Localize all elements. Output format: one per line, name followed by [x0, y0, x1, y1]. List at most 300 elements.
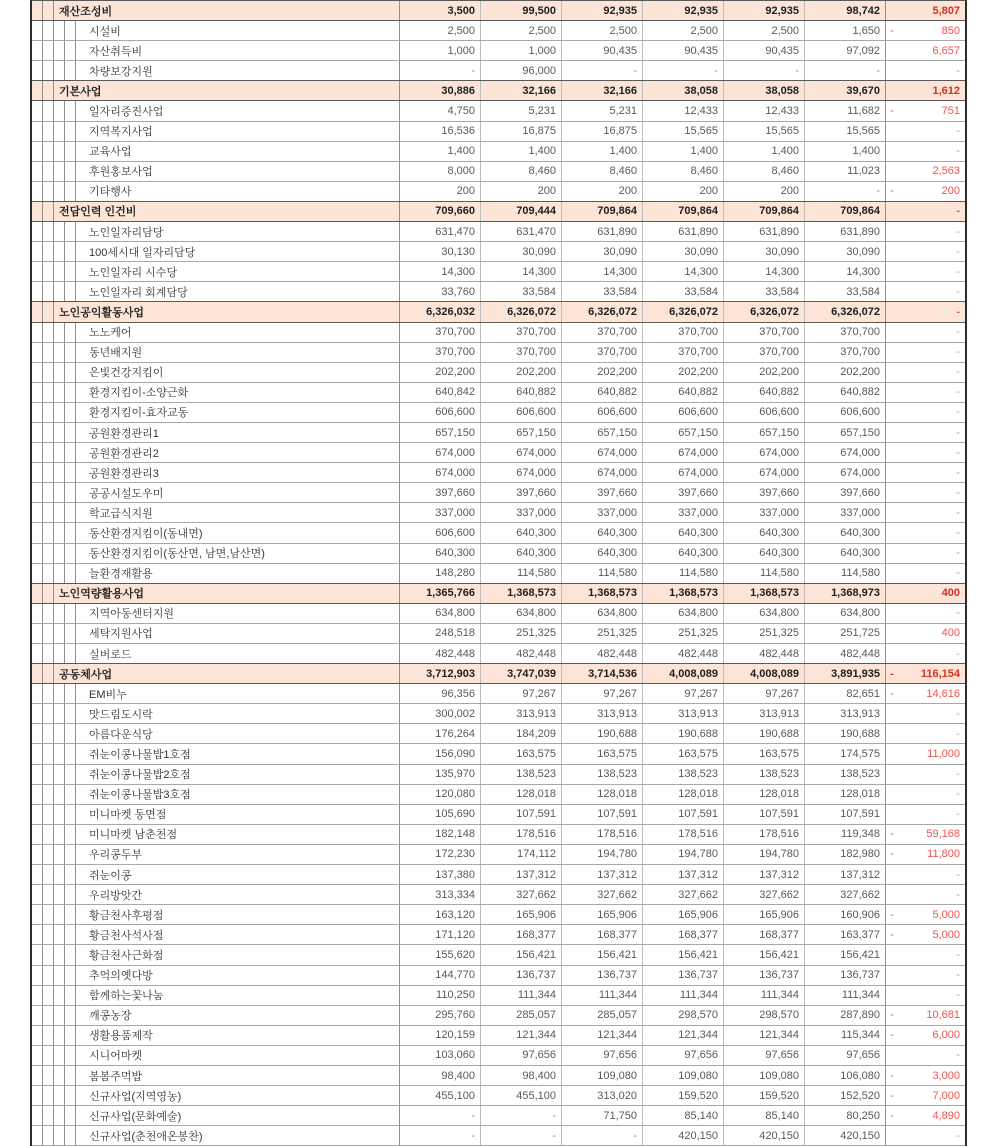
- hierarchy-cell: [54, 323, 65, 342]
- value-cell: 32,166: [562, 81, 643, 100]
- hierarchy-cell: [43, 222, 54, 241]
- value-cell: 11,023: [805, 162, 886, 181]
- hierarchy-cell: [65, 986, 76, 1005]
- value-cell: 251,325: [724, 624, 805, 643]
- hierarchy-cell: [54, 182, 65, 201]
- diff-value: -: [956, 526, 960, 539]
- hierarchy-cell: [54, 101, 65, 120]
- row-label: 동산환경지킴이(동산면, 남면,남산면): [76, 544, 400, 563]
- hierarchy-cell: [65, 724, 76, 743]
- hierarchy-cell: [54, 604, 65, 623]
- diff-value: -: [956, 64, 960, 77]
- hierarchy-cell: [65, 744, 76, 763]
- hierarchy-cell: [32, 825, 43, 844]
- row-label: 기본사업: [54, 81, 400, 100]
- diff-value: -: [956, 285, 960, 298]
- hierarchy-cell: [43, 463, 54, 482]
- value-cell: 420,150: [805, 1126, 886, 1145]
- row-label: EM비누: [76, 684, 400, 703]
- value-cell: 634,800: [400, 604, 481, 623]
- minus-sign: -: [890, 24, 894, 37]
- value-cell: 163,575: [643, 744, 724, 763]
- value-cell: 397,660: [400, 483, 481, 502]
- hierarchy-cell: [32, 644, 43, 663]
- value-cell: 97,267: [643, 684, 724, 703]
- value-cell: 178,516: [724, 825, 805, 844]
- value-cell: 631,890: [724, 222, 805, 241]
- value-cell: 163,575: [481, 744, 562, 763]
- diff-value: 6,657: [932, 44, 960, 57]
- diff-value: -: [956, 486, 960, 499]
- hierarchy-cell: [43, 845, 54, 864]
- hierarchy-cell: [54, 544, 65, 563]
- hierarchy-cell: [54, 523, 65, 542]
- value-cell: 163,377: [805, 925, 886, 944]
- hierarchy-cell: [43, 584, 54, 603]
- diff-value: 5,000: [932, 928, 960, 941]
- hierarchy-cell: [65, 222, 76, 241]
- value-cell: 202,200: [481, 363, 562, 382]
- value-cell: 163,575: [724, 744, 805, 763]
- table-row: [32, 242, 965, 262]
- value-cell: 138,523: [805, 765, 886, 784]
- diff-value: -: [956, 125, 960, 138]
- table-row: [32, 323, 965, 343]
- hierarchy-cell: [54, 684, 65, 703]
- table-row: [32, 122, 965, 142]
- diff-value: 3,000: [932, 1069, 960, 1082]
- value-cell: 190,688: [724, 724, 805, 743]
- value-cell: 1,368,573: [724, 584, 805, 603]
- value-cell: 640,300: [562, 544, 643, 563]
- value-cell: 200: [724, 182, 805, 201]
- value-cell: 370,700: [724, 323, 805, 342]
- value-cell: -: [400, 1126, 481, 1145]
- hierarchy-cell: [65, 966, 76, 985]
- diff-value: -: [956, 1049, 960, 1062]
- diff-cell: [886, 925, 965, 944]
- hierarchy-cell: [43, 624, 54, 643]
- hierarchy-cell: [32, 1026, 43, 1045]
- hierarchy-cell: [32, 664, 43, 683]
- value-cell: 4,750: [400, 101, 481, 120]
- value-cell: 420,150: [643, 1126, 724, 1145]
- value-cell: 128,018: [562, 785, 643, 804]
- value-cell: 168,377: [481, 925, 562, 944]
- value-cell: 709,864: [724, 202, 805, 221]
- hierarchy-cell: [32, 81, 43, 100]
- value-cell: 82,651: [805, 684, 886, 703]
- value-cell: 136,737: [724, 966, 805, 985]
- value-cell: 178,516: [481, 825, 562, 844]
- value-cell: 313,913: [724, 704, 805, 723]
- value-cell: 128,018: [724, 785, 805, 804]
- table-row: [32, 825, 965, 845]
- diff-cell: [886, 945, 965, 964]
- hierarchy-cell: [43, 544, 54, 563]
- row-label: 재산조성비: [54, 1, 400, 20]
- value-cell: 370,700: [805, 343, 886, 362]
- value-cell: 109,080: [562, 1066, 643, 1085]
- value-cell: 138,523: [724, 765, 805, 784]
- diff-value: -: [956, 989, 960, 1002]
- value-cell: 640,300: [562, 523, 643, 542]
- table-row: [32, 262, 965, 282]
- hierarchy-cell: [65, 1066, 76, 1085]
- value-cell: 33,584: [562, 282, 643, 301]
- value-cell: 337,000: [724, 503, 805, 522]
- hierarchy-cell: [43, 122, 54, 141]
- hierarchy-cell: [54, 905, 65, 924]
- diff-cell: [886, 765, 965, 784]
- diff-value: -: [956, 205, 960, 218]
- hierarchy-cell: [43, 503, 54, 522]
- value-cell: 674,000: [805, 463, 886, 482]
- value-cell: 156,090: [400, 744, 481, 763]
- table-row: [32, 624, 965, 644]
- diff-cell: [886, 202, 965, 221]
- minus-sign: -: [890, 1069, 894, 1082]
- row-label: 노인일자리 시수당: [76, 262, 400, 281]
- value-cell: 327,662: [481, 885, 562, 904]
- diff-value: -: [956, 366, 960, 379]
- value-cell: 33,584: [481, 282, 562, 301]
- row-label: 황금천사근화점: [76, 945, 400, 964]
- value-cell: 634,800: [724, 604, 805, 623]
- diff-cell: [886, 1126, 965, 1145]
- diff-cell: [886, 1006, 965, 1025]
- value-cell: 1,000: [400, 41, 481, 60]
- value-cell: 674,000: [643, 443, 724, 462]
- hierarchy-cell: [43, 604, 54, 623]
- value-cell: 15,565: [643, 122, 724, 141]
- hierarchy-cell: [54, 262, 65, 281]
- diff-cell: [886, 544, 965, 563]
- diff-value: -: [956, 506, 960, 519]
- diff-value: 11,000: [927, 748, 960, 761]
- diff-cell: [886, 845, 965, 864]
- value-cell: 657,150: [562, 423, 643, 442]
- hierarchy-cell: [43, 202, 54, 221]
- value-cell: 33,584: [724, 282, 805, 301]
- diff-cell: [886, 1106, 965, 1125]
- table-row: [32, 724, 965, 744]
- value-cell: 313,020: [562, 1086, 643, 1105]
- hierarchy-cell: [54, 945, 65, 964]
- value-cell: -: [643, 61, 724, 80]
- table-row: [32, 1, 965, 21]
- row-label: 지역복지사업: [76, 122, 400, 141]
- value-cell: 200: [643, 182, 724, 201]
- hierarchy-cell: [54, 343, 65, 362]
- value-cell: 337,000: [643, 503, 724, 522]
- diff-cell: [886, 564, 965, 583]
- hierarchy-cell: [43, 664, 54, 683]
- value-cell: 640,300: [643, 523, 724, 542]
- value-cell: 337,000: [481, 503, 562, 522]
- value-cell: 640,882: [724, 383, 805, 402]
- table-row: [32, 483, 965, 503]
- value-cell: 248,518: [400, 624, 481, 643]
- hierarchy-cell: [43, 483, 54, 502]
- row-label: 쥐눈이콩나물밥1호점: [76, 744, 400, 763]
- value-cell: 178,516: [562, 825, 643, 844]
- value-cell: 105,690: [400, 805, 481, 824]
- diff-value: -: [956, 707, 960, 720]
- diff-cell: [886, 182, 965, 201]
- hierarchy-cell: [32, 945, 43, 964]
- hierarchy-cell: [43, 81, 54, 100]
- hierarchy-cell: [65, 182, 76, 201]
- hierarchy-cell: [54, 383, 65, 402]
- table-row: [32, 302, 965, 322]
- value-cell: 85,140: [724, 1106, 805, 1125]
- diff-value: 11,800: [927, 848, 960, 861]
- value-cell: 455,100: [400, 1086, 481, 1105]
- diff-value: 400: [941, 627, 960, 640]
- value-cell: 3,714,536: [562, 664, 643, 683]
- hierarchy-cell: [32, 383, 43, 402]
- row-label: 자산취득비: [76, 41, 400, 60]
- hierarchy-cell: [32, 624, 43, 643]
- value-cell: 482,448: [400, 644, 481, 663]
- row-label: 깨콩농장: [76, 1006, 400, 1025]
- value-cell: 640,882: [643, 383, 724, 402]
- value-cell: 313,913: [481, 704, 562, 723]
- hierarchy-cell: [43, 302, 54, 321]
- value-cell: 482,448: [643, 644, 724, 663]
- diff-cell: [886, 343, 965, 362]
- table-row: [32, 343, 965, 363]
- diff-cell: [886, 724, 965, 743]
- hierarchy-cell: [54, 1106, 65, 1125]
- value-cell: 107,591: [643, 805, 724, 824]
- value-cell: 337,000: [805, 503, 886, 522]
- value-cell: 14,300: [562, 262, 643, 281]
- value-cell: 111,344: [481, 986, 562, 1005]
- minus-sign: -: [890, 848, 894, 861]
- value-cell: -: [805, 61, 886, 80]
- value-cell: 114,580: [562, 564, 643, 583]
- value-cell: 182,980: [805, 845, 886, 864]
- hierarchy-cell: [32, 222, 43, 241]
- value-cell: 80,250: [805, 1106, 886, 1125]
- hierarchy-cell: [43, 383, 54, 402]
- value-cell: 39,670: [805, 81, 886, 100]
- minus-sign: -: [890, 105, 894, 118]
- value-cell: 156,421: [805, 945, 886, 964]
- row-label: 맛드림도시락: [76, 704, 400, 723]
- hierarchy-cell: [43, 61, 54, 80]
- hierarchy-cell: [54, 61, 65, 80]
- diff-value: 10,681: [926, 1009, 960, 1022]
- hierarchy-cell: [43, 966, 54, 985]
- hierarchy-cell: [32, 966, 43, 985]
- diff-cell: [886, 142, 965, 161]
- value-cell: 90,435: [562, 41, 643, 60]
- value-cell: 674,000: [481, 443, 562, 462]
- value-cell: 6,326,072: [481, 302, 562, 321]
- value-cell: 337,000: [400, 503, 481, 522]
- hierarchy-cell: [54, 503, 65, 522]
- diff-value: 5,807: [932, 4, 960, 17]
- hierarchy-cell: [32, 162, 43, 181]
- diff-value: -: [956, 768, 960, 781]
- hierarchy-cell: [32, 704, 43, 723]
- hierarchy-cell: [65, 1086, 76, 1105]
- value-cell: 202,200: [400, 363, 481, 382]
- value-cell: 2,500: [724, 21, 805, 40]
- value-cell: 15,565: [805, 122, 886, 141]
- hierarchy-cell: [43, 363, 54, 382]
- diff-value: 200: [941, 185, 960, 198]
- value-cell: 190,688: [643, 724, 724, 743]
- table-row: [32, 986, 965, 1006]
- diff-value: -: [956, 326, 960, 339]
- value-cell: 370,700: [724, 343, 805, 362]
- value-cell: 298,570: [724, 1006, 805, 1025]
- value-cell: 16,875: [562, 122, 643, 141]
- hierarchy-cell: [65, 503, 76, 522]
- row-label: 환경지킴이-소양근화: [76, 383, 400, 402]
- hierarchy-cell: [32, 523, 43, 542]
- diff-value: 14,616: [926, 687, 960, 700]
- value-cell: 674,000: [562, 463, 643, 482]
- hierarchy-cell: [54, 885, 65, 904]
- value-cell: 634,800: [643, 604, 724, 623]
- value-cell: 251,325: [643, 624, 724, 643]
- value-cell: 128,018: [805, 785, 886, 804]
- value-cell: 313,913: [562, 704, 643, 723]
- value-cell: 1,400: [805, 142, 886, 161]
- value-cell: -: [400, 1106, 481, 1125]
- diff-cell: [886, 1046, 965, 1065]
- hierarchy-cell: [43, 1066, 54, 1085]
- hierarchy-cell: [65, 1006, 76, 1025]
- row-label: 노노케어: [76, 323, 400, 342]
- row-label: 세탁지원사업: [76, 624, 400, 643]
- hierarchy-cell: [54, 423, 65, 442]
- hierarchy-cell: [43, 1086, 54, 1105]
- diff-value: -: [956, 868, 960, 881]
- value-cell: 370,700: [400, 323, 481, 342]
- value-cell: 33,584: [805, 282, 886, 301]
- diff-cell: [886, 905, 965, 924]
- row-label: 노인일자리 회계담당: [76, 282, 400, 301]
- diff-cell: [886, 383, 965, 402]
- hierarchy-cell: [43, 1026, 54, 1045]
- row-label: 신규사업(춘천애온봉찬): [76, 1126, 400, 1145]
- diff-cell: [886, 624, 965, 643]
- value-cell: 285,057: [481, 1006, 562, 1025]
- row-label: 쥐눈이콩: [76, 865, 400, 884]
- value-cell: 295,760: [400, 1006, 481, 1025]
- table-row: [32, 885, 965, 905]
- hierarchy-cell: [65, 122, 76, 141]
- value-cell: 634,800: [481, 604, 562, 623]
- hierarchy-cell: [65, 564, 76, 583]
- value-cell: 251,325: [562, 624, 643, 643]
- diff-cell: [886, 604, 965, 623]
- hierarchy-cell: [32, 443, 43, 462]
- hierarchy-cell: [43, 564, 54, 583]
- diff-cell: [886, 403, 965, 422]
- hierarchy-cell: [65, 363, 76, 382]
- diff-value: -: [956, 145, 960, 158]
- budget-table: [30, 0, 967, 1146]
- value-cell: 1,400: [400, 142, 481, 161]
- value-cell: 194,780: [643, 845, 724, 864]
- diff-value: 4,890: [932, 1109, 960, 1122]
- value-cell: 202,200: [562, 363, 643, 382]
- value-cell: 144,770: [400, 966, 481, 985]
- hierarchy-cell: [65, 262, 76, 281]
- hierarchy-cell: [43, 986, 54, 1005]
- value-cell: 8,000: [400, 162, 481, 181]
- value-cell: 114,580: [481, 564, 562, 583]
- value-cell: 657,150: [643, 423, 724, 442]
- hierarchy-cell: [32, 1, 43, 20]
- hierarchy-cell: [43, 142, 54, 161]
- value-cell: 114,580: [724, 564, 805, 583]
- diff-cell: [886, 1086, 965, 1105]
- hierarchy-cell: [32, 61, 43, 80]
- diff-value: 7,000: [932, 1089, 960, 1102]
- value-cell: 121,344: [724, 1026, 805, 1045]
- diff-value: -: [956, 446, 960, 459]
- diff-value: -: [956, 245, 960, 258]
- row-label: 노인역량활용사업: [54, 584, 400, 603]
- table-row: [32, 945, 965, 965]
- hierarchy-cell: [32, 182, 43, 201]
- value-cell: 156,421: [724, 945, 805, 964]
- hierarchy-cell: [43, 805, 54, 824]
- value-cell: 1,650: [805, 21, 886, 40]
- value-cell: -: [481, 1106, 562, 1125]
- hierarchy-cell: [54, 1126, 65, 1145]
- table-row: [32, 805, 965, 825]
- value-cell: 1,368,573: [481, 584, 562, 603]
- hierarchy-cell: [54, 162, 65, 181]
- diff-value: -: [956, 225, 960, 238]
- table-row: [32, 202, 965, 222]
- value-cell: 1,368,573: [562, 584, 643, 603]
- value-cell: 2,500: [643, 21, 724, 40]
- table-row: [32, 142, 965, 162]
- row-label: 공공시설도우미: [76, 483, 400, 502]
- minus-sign: -: [890, 1089, 894, 1102]
- table-row: [32, 363, 965, 383]
- value-cell: 455,100: [481, 1086, 562, 1105]
- diff-value: -: [956, 647, 960, 660]
- hierarchy-cell: [32, 785, 43, 804]
- hierarchy-cell: [65, 805, 76, 824]
- hierarchy-cell: [43, 101, 54, 120]
- diff-value: -: [956, 547, 960, 560]
- value-cell: 674,000: [805, 443, 886, 462]
- diff-cell: [886, 222, 965, 241]
- diff-value: -: [956, 426, 960, 439]
- diff-value: -: [956, 607, 960, 620]
- value-cell: 1,400: [562, 142, 643, 161]
- hierarchy-cell: [65, 785, 76, 804]
- value-cell: 482,448: [805, 644, 886, 663]
- hierarchy-cell: [65, 383, 76, 402]
- value-cell: 657,150: [724, 423, 805, 442]
- minus-sign: -: [890, 667, 894, 680]
- value-cell: 674,000: [724, 463, 805, 482]
- value-cell: 2,500: [481, 21, 562, 40]
